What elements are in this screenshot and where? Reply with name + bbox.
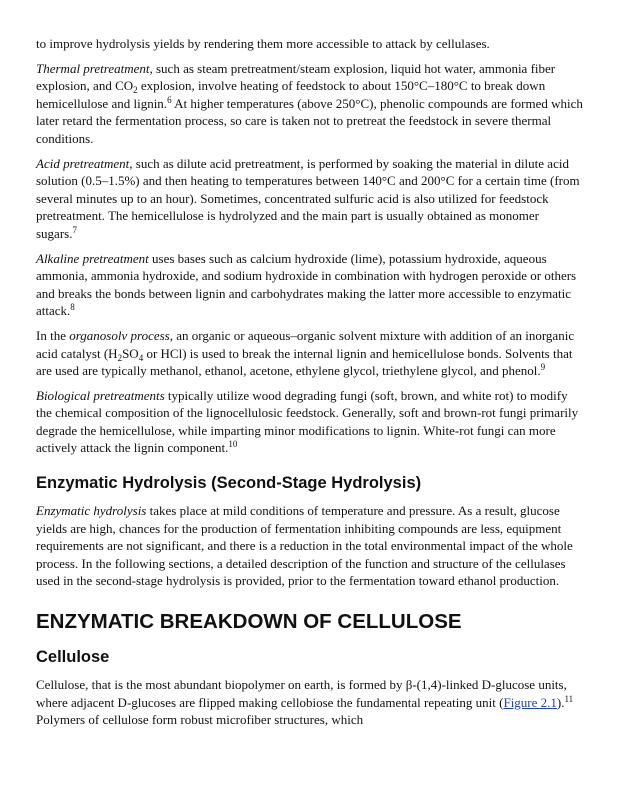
chapter-heading-enzymatic-breakdown: ENZYMATIC BREAKDOWN OF CELLULOSE <box>36 610 462 634</box>
organosolv-paragraph: In the organosolv process, an organic or aqueous–organic solvent mixture with addition of an inorganic acid catalyst ($H_2SO_4$ or HCl) is used to break the internal lignin and hemicellulose bonds. Solvents that are used are typically methanol, ethanol, acetone, ethylene glycol, triethylene glycol, and phenol.$^9$ <box>36 327 575 379</box>
reference-11: 11 <box>564 693 574 704</box>
subscript: 2 <box>133 85 138 96</box>
alkaline-term: Alkaline pretreatment <box>36 250 149 266</box>
reference-7: 7 <box>72 224 77 235</box>
biological-term: Biological pretreatments <box>36 387 165 403</box>
enzymatic-hydrolysis-paragraph: Enzymatic hydrolysis takes place at mild conditions of temperature and pressure. As a result, glucose yields are high, chances for the production of fermentation inhibiting compounds are less, equipment requirements are not significant, and there is a reduction in the total environmental impact of the whole process. In the following sections, a detailed description of the function and structure of the cellulases used in the second-stage hydrolysis is provided, prior to the fermentation toward ethanol production. <box>36 503 573 589</box>
reference-8: 8 <box>70 302 75 313</box>
section-heading-enzymatic-hydrolysis: Enzymatic Hydrolysis (Second-Stage Hydrolysis) <box>36 474 422 493</box>
intro-paragraph: to improve hydrolysis yields by rendering them more accessible to attack by cellulases. <box>36 36 490 51</box>
section-heading-cellulose: Cellulose <box>36 648 110 667</box>
enzymatic-term: Enzymatic hydrolysis <box>36 503 147 519</box>
reference-6: 6 <box>167 94 172 105</box>
reference-9: 9 <box>540 362 546 373</box>
subscript: 2 <box>117 352 123 363</box>
cellulose-paragraph: Cellulose, that is the most abundant biopolymer on earth, is formed by β-(1,4)-linked D-glucose units, where adjacent D-glucoses are flipped making cellobiose the fundamental repeating unit (Figure 2.1).$^{11}$ Polymers of cellulose form robust microfiber structures, which <box>36 677 574 728</box>
acid-pretreatment-paragraph: Acid pretreatment, such as dilute acid pretreatment, is performed by soaking the material in dilute acid solution (0.5–1.5%) and then heating to temperatures between 140°C and 200°C for a certain time (from several minutes up to an hour). Sometimes, concentrated sulfuric acid is also utilized for feedstock pretreatment. The hemicellulose is hydrolyzed and the main part is usually obtained as monomer sugars.$^7$ <box>36 155 580 241</box>
subscript: 4 <box>138 352 144 363</box>
alkaline-pretreatment-paragraph: Alkaline pretreatment uses bases such as calcium hydroxide (lime), potassium hydroxide, aqueous ammonia, ammonia hydroxide, and sodium hydroxide in combination with hydrogen peroxide or others and breaks the bonds between lignin and carbohydrates making the latter more accessible to enzymatic attack.$^8$ <box>36 250 577 319</box>
thermal-pretreatment-paragraph: Thermal pretreatment, such as steam pretreatment/steam explosion, liquid hot water, ammonia fiber explosion, and $CO_2$ explosion, involve heating of feedstock to about 150°C–180°C to break down hemicellulose and lignin.$^6$ At higher temperatures (above 250°C), phenolic compounds are formed which later retard the fermentation process, so care is taken not to pretreat the feedstock in severe thermal conditions. <box>36 60 583 146</box>
reference-10: 10 <box>228 439 238 450</box>
thermal-term: Thermal pretreatment <box>36 60 150 76</box>
biological-pretreatment-paragraph: Biological pretreatments typically utilize wood degrading fungi (soft, brown, and white rot) to modify the chemical composition of the lignocellulosic feedstock. Generally, soft and brown-rot fungi primarily degrade the hemicellulose, while imparting minor modifications to lignin. White-rot fungi can more actively attack the lignin component.$^{10}$ <box>36 387 579 456</box>
organosolv-term: organosolv process <box>69 327 170 343</box>
figure-2-1-link[interactable]: Figure 2.1 <box>503 694 557 710</box>
acid-term: Acid pretreatment <box>36 155 130 171</box>
